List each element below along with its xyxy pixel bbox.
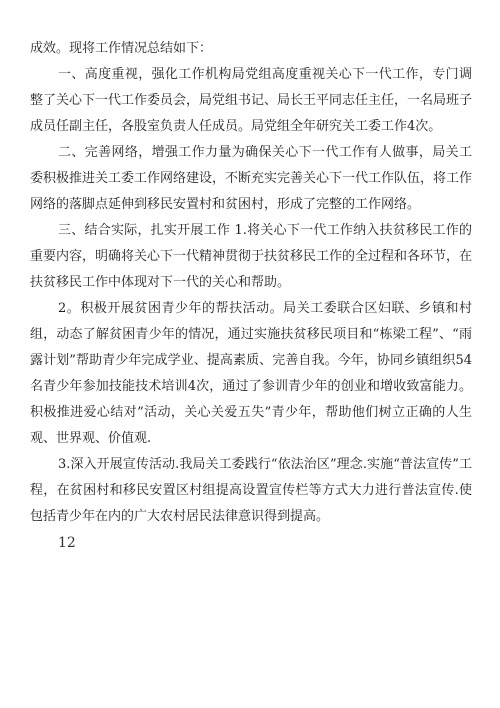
page-number: 12 (58, 535, 76, 551)
paragraph-section-three: 三、结合实际，扎实开展工作 1.将关心下一代工作纳入扶贫移民工作的重要内容，明确将关心下一代精神贯彻于扶贫移民工作的全过程和各环节，在扶贫移民工作中体现对下一代的关心和帮助。 (30, 223, 473, 290)
paragraph-intro: 成效。现将工作情况总结如下： (30, 41, 213, 56)
paragraph-section-one: 一、高度重视，强化工作机构局党组高度重视关心下一代工作，专门调整了关心下一代工作委员会，局党组书记、局长王平同志任主任，一名局班子成员任副主任，各股室负责人任成员。局党组全年研究关工委工作4次。 (30, 67, 473, 134)
paragraph-item-three: 3.深入开展宣传活动.我局关工委践行“依法治区”理念.实施“普法宣传”工程，在贫困村和移民安置区村组提高设置宣传栏等方式大力进行普法宣传.使包括青少年在内的广大农村居民法律意识得到提高。 (30, 457, 472, 524)
document-body (30, 36, 472, 556)
paragraph-item-two: 2。积极开展贫困青少年的帮扶活动。局关工委联合区妇联、乡镇和村组，动态了解贫困青少年的情况，通过实施扶贫移民项目和“栋梁工程”、“雨露计划”帮助青少年完成学业、提高素质、完善自我。今年，协同乡镇组织54名青少年参加技能技术培训4次，通过了参训青少年的创业和增收致富能力。积极推进爱心结对”活动，关心关爱五失”青少年，帮助他们树立正确的人生观、世界观、价值观. (30, 301, 472, 446)
paragraph-section-two: 二、完善网络，增强工作力量为确保关心下一代工作有人做事，局关工委积极推进关工委工作网络建设，不断充实完善关心下一代工作队伍，将工作网络的落脚点延伸到移民安置村和贫困村，形成了完整的工作网络。 (30, 145, 473, 212)
